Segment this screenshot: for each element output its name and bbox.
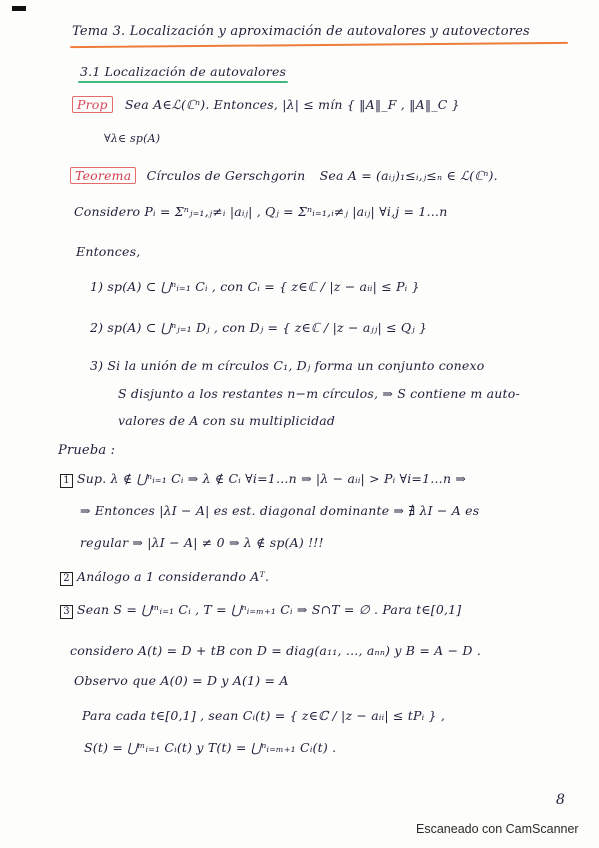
proof-1-line-2: ⇒ Entonces |λI − A| es est. diagonal dominante ⇒ ∄ λI − A es bbox=[80, 503, 480, 518]
theorem-line bbox=[70, 167, 498, 184]
proof-3-text-1: Sean S = ⋃ᵐᵢ₌₁ Cᵢ , T = ⋃ⁿᵢ₌ₘ₊₁ Cᵢ ⇒ S∩T = ∅ . Para t∈[0,1] bbox=[77, 602, 462, 617]
theorem-title: Círculos de Gerschgorin bbox=[146, 168, 306, 183]
proof-3-line-2: considero A(t) = D + tB con D = diag(a₁₁, …, aₙₙ) y B = A − D . bbox=[70, 643, 481, 658]
considero-line: Considero Pᵢ = Σⁿⱼ₌₁,ⱼ≠ᵢ |aᵢⱼ| , Qⱼ = Σⁿᵢ₌₁,ᵢ≠ⱼ |aᵢⱼ| ∀i,j = 1…n bbox=[74, 204, 448, 219]
theorem-item-1: 1) sp(A) ⊂ ⋃ⁿᵢ₌₁ Cᵢ , con Cᵢ = { z∈ℂ / |z − aᵢᵢ| ≤ Pᵢ } bbox=[90, 279, 420, 294]
proof-1-line-1 bbox=[60, 471, 466, 488]
prop-line bbox=[72, 96, 460, 113]
proof-3-line-3: Observo que A(0) = D y A(1) = A bbox=[74, 673, 289, 688]
scan-corner-mark bbox=[12, 6, 26, 11]
note-subtitle: 3.1 Localización de autovalores bbox=[80, 64, 287, 79]
proof-3-line-1 bbox=[60, 602, 461, 619]
entonces-line: Entonces, bbox=[76, 244, 141, 259]
proof-3-tag: 3 bbox=[60, 605, 73, 619]
theorem-item-2: 2) sp(A) ⊂ ⋃ⁿⱼ₌₁ Dⱼ , con Dⱼ = { z∈ℂ / |z − aⱼⱼ| ≤ Qⱼ } bbox=[90, 320, 428, 335]
proof-1-text-1: Sup. λ ∉ ⋃ⁿᵢ₌₁ Cᵢ ⇒ λ ∉ Cᵢ ∀i=1…n ⇒ |λ − aᵢᵢ| > Pᵢ ∀i=1…n ⇒ bbox=[77, 471, 467, 486]
proof-2-text: Análogo a 1 considerando Aᵀ. bbox=[77, 569, 270, 584]
proof-2-line bbox=[60, 569, 269, 586]
theorem-label: Teorema bbox=[70, 167, 136, 184]
prop-label: Prop bbox=[72, 96, 113, 113]
proof-1-line-3: regular ⇒ |λI − A| ≠ 0 ⇒ λ ∉ sp(A) !!! bbox=[80, 535, 324, 550]
proof-3-line-5: S(t) = ⋃ᵐᵢ₌₁ Cᵢ(t) y T(t) = ⋃ⁿᵢ₌ₘ₊₁ Cᵢ(t) . bbox=[84, 740, 337, 755]
theorem-item-3-line-2: S disjunto a los restantes n−m círculos, ⇒ S contiene m auto- bbox=[118, 386, 520, 401]
title-underline bbox=[70, 42, 568, 48]
subtitle-underline bbox=[78, 81, 288, 83]
proof-1-tag: 1 bbox=[60, 474, 73, 488]
proof-3-line-4: Para cada t∈[0,1] , sean Cᵢ(t) = { z∈ℂ / |z − aᵢᵢ| ≤ tPᵢ } , bbox=[82, 708, 446, 723]
theorem-text: Sea A = (aᵢⱼ)₁≤ᵢ,ⱼ≤ₙ ∈ ℒ(ℂⁿ). bbox=[319, 168, 498, 183]
theorem-item-3-line-1: 3) Si la unión de m círculos C₁, Dⱼ forma un conjunto conexo bbox=[90, 358, 485, 373]
scanner-watermark: Escaneado con CamScanner bbox=[416, 822, 579, 836]
proof-2-tag: 2 bbox=[60, 572, 73, 586]
proof-heading: Prueba : bbox=[58, 443, 116, 458]
theorem-item-3-line-3: valores de A con su multiplicidad bbox=[118, 413, 336, 428]
note-title: Tema 3. Localización y aproximación de autovalores y autovectores bbox=[72, 24, 530, 39]
page-number: 8 bbox=[556, 792, 565, 808]
prop-condition: ∀λ∈ sp(A) bbox=[104, 132, 161, 145]
prop-text: Sea A∈ℒ(ℂⁿ). Entonces, |λ| ≤ mín { ‖A‖_F , ‖A‖_C } bbox=[124, 97, 460, 112]
